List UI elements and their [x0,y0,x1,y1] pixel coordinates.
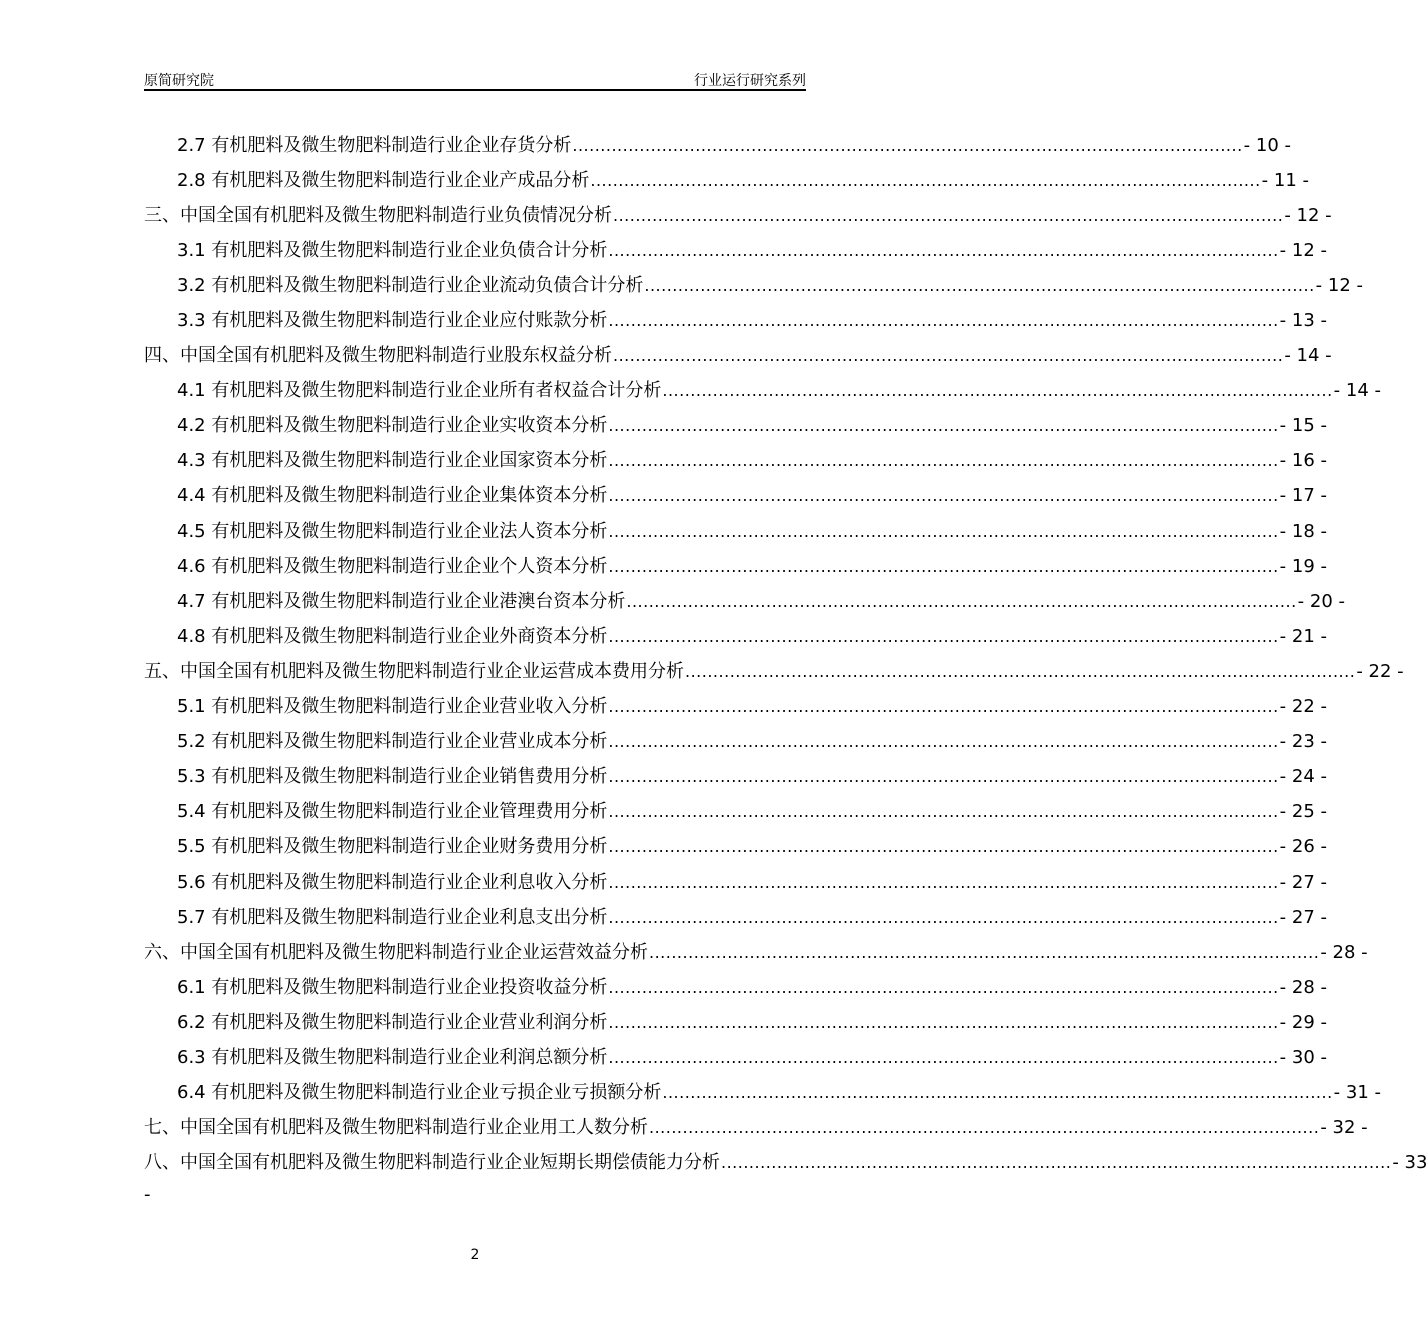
toc-entry-page: - 26 - [1279,836,1328,858]
toc-entry-page: - 10 - [1243,134,1292,156]
toc-entry-title: 4.3 有机肥料及微生物肥料制造行业企业国家资本分析 [177,450,608,472]
toc-entry[interactable] [144,1040,1328,1075]
toc-entry-title: 4.2 有机肥料及微生物肥料制造行业企业实收资本分析 [177,415,608,437]
toc-entry-title: 七、中国全国有机肥料及微生物肥料制造行业企业用工人数分析 [144,1117,648,1139]
toc-entry-page: - 16 - [1279,450,1328,472]
toc-entry-title: 6.3 有机肥料及微生物肥料制造行业企业利润总额分析 [177,1046,608,1068]
toc-entry-title: 4.8 有机肥料及微生物肥料制造行业企业外商资本分析 [177,625,608,647]
toc-dot-leader: ........................................................................................................................ [662,381,1333,401]
toc-entry-page: - 22 - [1279,696,1328,718]
toc-dot-leader: ........................................................................................................................ [721,1153,1392,1173]
toc-entry-page: - 13 - [1279,310,1328,332]
toc-entry-page: - 28 - [1279,976,1328,998]
toc-entry[interactable] [144,198,1332,233]
toc-dot-leader: ........................................................................................................................ [608,1012,1279,1032]
toc-entry[interactable] [144,514,1328,549]
toc-dot-leader: ........................................................................................................................ [644,275,1315,295]
toc-entry-title: 四、中国全国有机肥料及微生物肥料制造行业股东权益分析 [144,345,612,367]
toc-entry[interactable] [144,865,1328,900]
toc-entry[interactable] [144,549,1328,584]
toc-dot-leader: ........................................................................................................................ [613,346,1284,366]
toc-entry-title: 6.1 有机肥料及微生物肥料制造行业企业投资收益分析 [177,976,608,998]
toc-entry-page: - 28 - [1320,941,1368,963]
toc-entry-page: - 22 - [1356,660,1404,682]
toc-entry[interactable] [144,268,1364,303]
toc-entry-title: 八、中国全国有机肥料及微生物肥料制造行业企业短期长期偿债能力分析 [144,1152,720,1174]
toc-dot-leader: ........................................................................................................................ [608,626,1279,646]
header-rule [144,89,806,91]
toc-entry-page: - 27 - [1279,871,1328,893]
toc-entry-title: 2.8 有机肥料及微生物肥料制造行业企业产成品分析 [177,169,590,191]
toc-entry[interactable] [144,479,1328,514]
toc-entry-page: - 14 - [1333,380,1382,402]
toc-entry-page: - 12 - [1315,274,1364,296]
header-series-name: 行业运行研究系列 [694,73,806,89]
toc-entry-title: 5.3 有机肥料及微生物肥料制造行业企业销售费用分析 [177,766,608,788]
toc-entry-page: - 23 - [1279,731,1328,753]
toc-dot-leader: ........................................................................................................................ [608,837,1279,857]
toc-entry-title: 4.4 有机肥料及微生物肥料制造行业企业集体资本分析 [177,485,608,507]
toc-dot-leader: ........................................................................................................................ [608,802,1279,822]
toc-entry[interactable] [144,690,1328,725]
toc-entry-title: 4.1 有机肥料及微生物肥料制造行业企业所有者权益合计分析 [177,380,662,402]
toc-entry[interactable] [144,725,1328,760]
toc-dot-leader: ........................................................................................................................ [608,240,1279,260]
toc-entry-page-continuation: - [144,1183,151,1205]
toc-entry[interactable] [144,935,1368,970]
toc-dot-leader: ........................................................................................................................ [572,135,1243,155]
table-of-contents [144,128,1427,1209]
toc-dot-leader: ........................................................................................................................ [608,697,1279,717]
toc-entry-page: - 29 - [1279,1011,1328,1033]
toc-entry-page: - 17 - [1279,485,1328,507]
toc-entry-title: 3.3 有机肥料及微生物肥料制造行业企业应付账款分析 [177,310,608,332]
toc-entry-page: - 14 - [1284,345,1332,367]
toc-entry-title: 4.7 有机肥料及微生物肥料制造行业企业港澳台资本分析 [177,590,626,612]
toc-entry[interactable] [144,1076,1382,1111]
toc-entry-title: 6.4 有机肥料及微生物肥料制造行业企业亏损企业亏损额分析 [177,1082,662,1104]
page-number: 2 [470,1247,480,1263]
toc-entry-page: - 11 - [1261,169,1310,191]
toc-dot-leader: ........................................................................................................................ [608,416,1279,436]
header-org-name: 原简研究院 [144,73,214,89]
toc-entry-title: 六、中国全国有机肥料及微生物肥料制造行业企业运营效益分析 [144,941,648,963]
toc-entry-wrapped-tail [144,1181,806,1209]
toc-entry-title: 五、中国全国有机肥料及微生物肥料制造行业企业运营成本费用分析 [144,660,684,682]
toc-entry[interactable] [144,795,1328,830]
toc-entry[interactable] [144,233,1328,268]
toc-dot-leader: ........................................................................................................................ [613,205,1284,225]
toc-entry-title: 4.6 有机肥料及微生物肥料制造行业企业个人资本分析 [177,555,608,577]
toc-entry[interactable] [144,128,1292,163]
toc-entry-page: - 18 - [1279,520,1328,542]
toc-entry-title: 5.4 有机肥料及微生物肥料制造行业企业管理费用分析 [177,801,608,823]
toc-entry-wrapped[interactable] [144,1146,1427,1181]
toc-entry-page: - 19 - [1279,555,1328,577]
toc-entry[interactable] [144,970,1328,1005]
toc-entry[interactable] [144,303,1328,338]
toc-entry-page: - 31 - [1333,1082,1382,1104]
toc-entry-page: - 25 - [1279,801,1328,823]
toc-entry-page: - 30 - [1279,1046,1328,1068]
toc-entry-title: 3.1 有机肥料及微生物肥料制造行业企业负债合计分析 [177,239,608,261]
toc-entry-page: - 15 - [1279,415,1328,437]
toc-entry[interactable] [144,409,1328,444]
toc-entry-title: 5.7 有机肥料及微生物肥料制造行业企业利息支出分析 [177,906,608,928]
toc-dot-leader: ........................................................................................................................ [626,591,1297,611]
toc-dot-leader: ........................................................................................................................ [608,977,1279,997]
toc-dot-leader: ........................................................................................................................ [608,767,1279,787]
toc-entry-page: - 12 - [1284,204,1332,226]
toc-dot-leader: ........................................................................................................................ [608,732,1279,752]
toc-entry-title: 5.1 有机肥料及微生物肥料制造行业企业营业收入分析 [177,696,608,718]
toc-dot-leader: ........................................................................................................................ [608,311,1279,331]
toc-dot-leader: ........................................................................................................................ [590,170,1261,190]
toc-entry-page: - 24 - [1279,766,1328,788]
toc-entry[interactable] [144,830,1328,865]
toc-entry[interactable] [144,339,1332,374]
toc-dot-leader: ........................................................................................................................ [608,1047,1279,1067]
toc-dot-leader: ........................................................................................................................ [685,661,1356,681]
toc-entry-title: 2.7 有机肥料及微生物肥料制造行业企业存货分析 [177,134,572,156]
toc-entry[interactable] [144,654,1404,689]
toc-entry[interactable] [144,1005,1328,1040]
toc-dot-leader: ........................................................................................................................ [662,1083,1333,1103]
toc-entry[interactable] [144,900,1328,935]
toc-dot-leader: ........................................................................................................................ [608,556,1279,576]
toc-dot-leader: ........................................................................................................................ [608,486,1279,506]
toc-entry-title: 5.6 有机肥料及微生物肥料制造行业企业利息收入分析 [177,871,608,893]
toc-dot-leader: ........................................................................................................................ [608,872,1279,892]
toc-entry[interactable] [144,374,1382,409]
toc-entry[interactable] [144,1111,1368,1146]
toc-entry-page: - 33 [1392,1152,1427,1174]
toc-entry-title: 三、中国全国有机肥料及微生物肥料制造行业负债情况分析 [144,204,612,226]
toc-entry[interactable] [144,760,1328,795]
toc-dot-leader: ........................................................................................................................ [649,942,1320,962]
toc-entry[interactable] [144,163,1310,198]
toc-entry-title: 3.2 有机肥料及微生物肥料制造行业企业流动负债合计分析 [177,274,644,296]
toc-entry-page: - 32 - [1320,1117,1368,1139]
toc-entry-title: 5.2 有机肥料及微生物肥料制造行业企业营业成本分析 [177,731,608,753]
toc-entry-title: 4.5 有机肥料及微生物肥料制造行业企业法人资本分析 [177,520,608,542]
toc-entry-page: - 20 - [1297,590,1346,612]
toc-entry[interactable] [144,619,1328,654]
toc-dot-leader: ........................................................................................................................ [608,521,1279,541]
toc-dot-leader: ........................................................................................................................ [608,907,1279,927]
toc-entry[interactable] [144,584,1346,619]
toc-entry-title: 5.5 有机肥料及微生物肥料制造行业企业财务费用分析 [177,836,608,858]
toc-entry-page: - 27 - [1279,906,1328,928]
toc-dot-leader: ........................................................................................................................ [608,451,1279,471]
toc-entry-title: 6.2 有机肥料及微生物肥料制造行业企业营业利润分析 [177,1011,608,1033]
toc-dot-leader: ........................................................................................................................ [649,1118,1320,1138]
toc-entry[interactable] [144,444,1328,479]
toc-entry-page: - 12 - [1279,239,1328,261]
toc-entry-page: - 21 - [1279,625,1328,647]
